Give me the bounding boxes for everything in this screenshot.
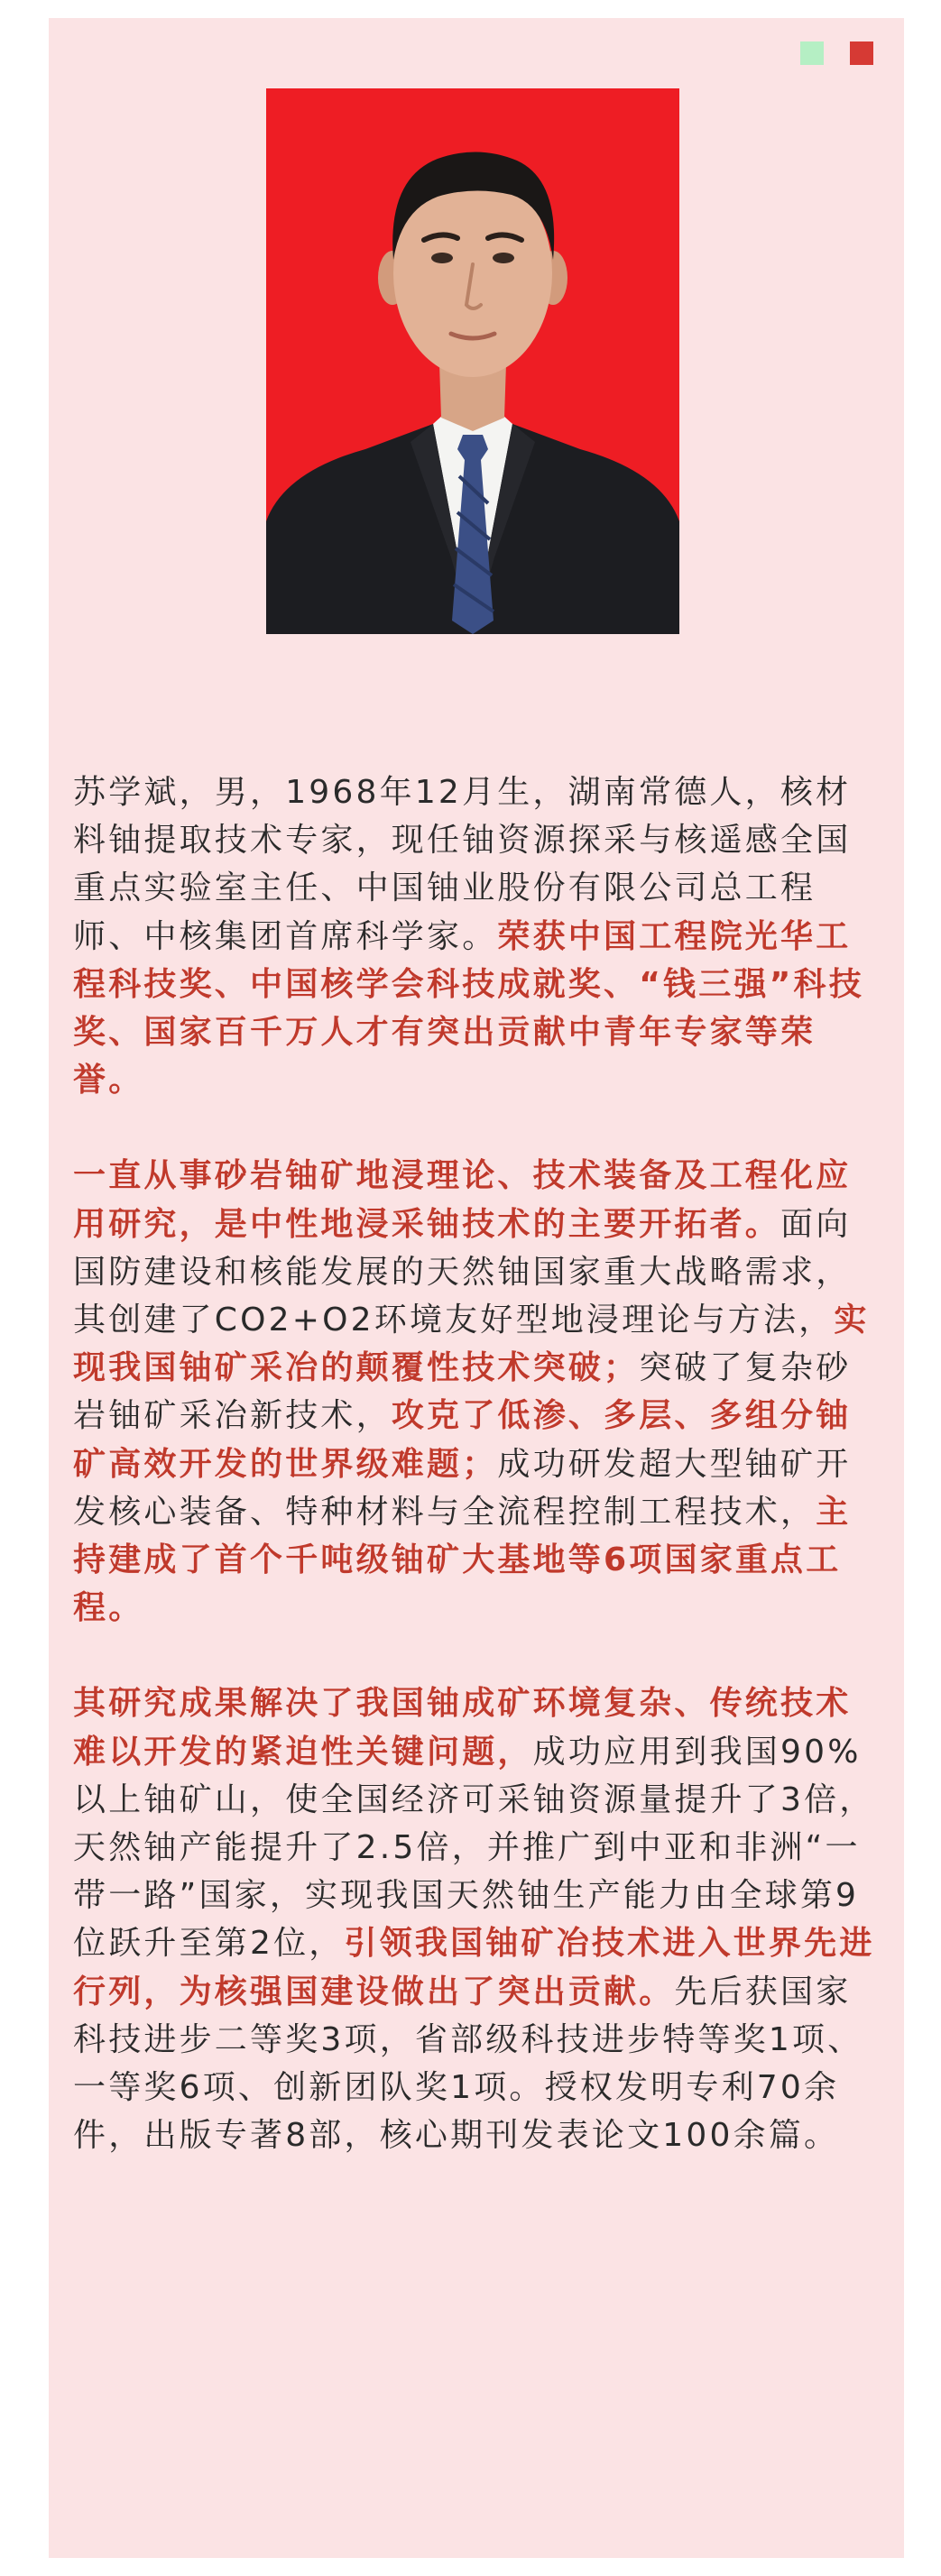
highlighted-text: 一直从事砂岩铀矿地浸理论、技术装备及工程化应用研究，是中性地浸采铀技术的主要开拓者。 [73, 1157, 852, 1243]
green-square-icon [800, 41, 824, 65]
article-paragraph [73, 1679, 881, 2159]
highlighted-text: 引领我国铀矿冶技术进入世界先进行列，为核强国建设做出了突出贡献。 [73, 1925, 875, 2010]
body-text: 成功研发超大型铀矿开发核心装备、特种材料与全流程控制工程技术， [73, 1445, 852, 1531]
highlighted-text: 攻克了低渗、多层、多组分铀矿高效开发的世界级难题； [73, 1397, 852, 1483]
person-portrait-icon [266, 88, 679, 634]
article-paragraph [73, 1152, 881, 1632]
highlighted-text: 主持建成了首个千吨级铀矿大基地等6项国家重点工程。 [73, 1493, 852, 1627]
body-text: 先后获国家科技进步二等奖3项，省部级科技进步特等奖1项、一等奖6项、创新团队奖1项。授权发明专利70余件，出版专著8部，核心期刊发表论文100余篇。 [73, 1973, 863, 2155]
body-text: 突破了复杂砂岩铀矿采冶新技术， [73, 1349, 852, 1435]
highlighted-text: 实现我国铀矿采冶的颠覆性技术突破； [73, 1302, 870, 1387]
body-text: 面向国防建设和核能发展的天然铀国家重大战略需求，其创建了CO2+O2环境友好型地浸理论与方法， [73, 1205, 852, 1339]
highlighted-text: 荣获中国工程院光华工程科技奖、中国核学会科技成就奖、“钱三强”科技奖、国家百千万人才有突出贡献中青年专家等荣誉。 [73, 917, 864, 1099]
portrait-photo [266, 88, 679, 634]
body-text: 苏学斌，男，1968年12月生，湖南常德人，核材料铀提取技术专家，现任铀资源探采与核遥感全国重点实验室主任、中国铀业股份有限公司总工程师、中核集团首席科学家。 [73, 774, 852, 955]
red-square-icon [850, 41, 873, 65]
article-body [73, 768, 881, 2159]
body-text: 成功应用到我国90%以上铀矿山，使全国经济可采铀资源量提升了3倍，天然铀产能提升了2.5倍，并推广到中亚和非洲“一带一路”国家，实现我国天然铀生产能力由全球第9位跃升至第2位， [73, 1733, 875, 1963]
article-card [49, 18, 904, 2558]
highlighted-text: 其研究成果解决了我国铀成矿环境复杂、传统技术难以开发的紧迫性关键问题， [73, 1685, 852, 1771]
article-paragraph [73, 768, 881, 1104]
